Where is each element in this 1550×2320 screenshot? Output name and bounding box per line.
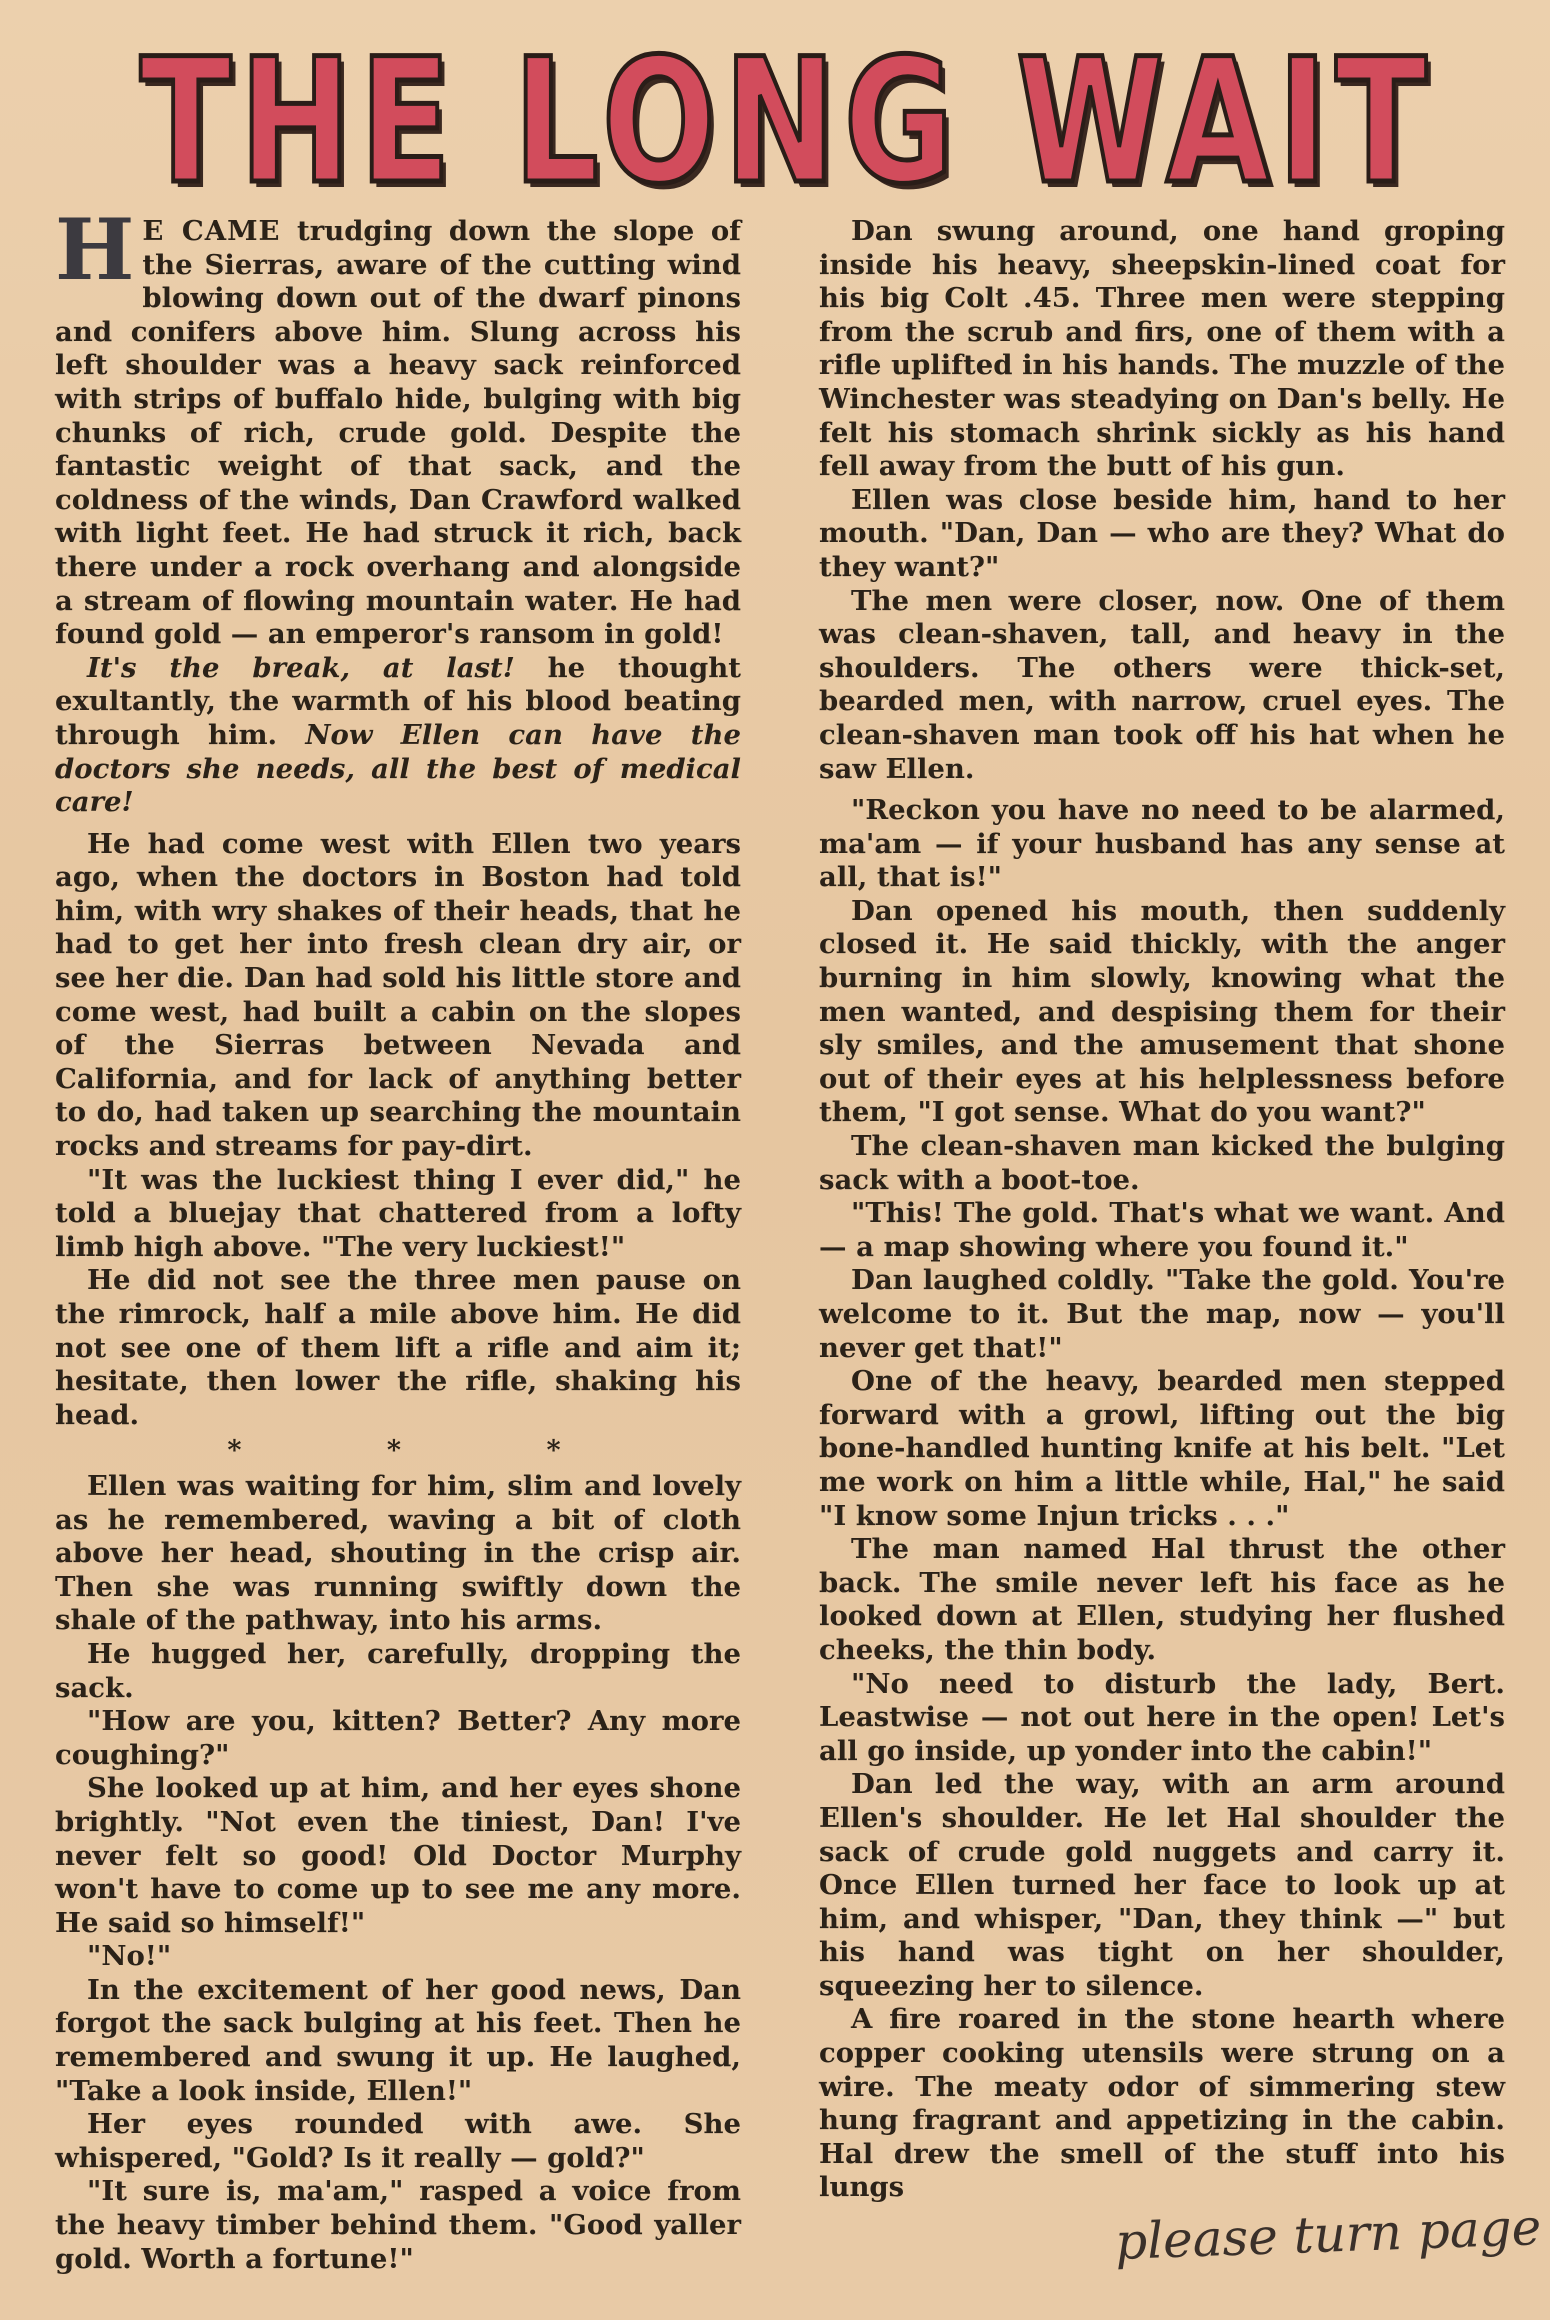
italic-thought: Now Ellen can have the doctors she needs, all the best of medical care! — [55, 718, 741, 819]
paragraph: "It sure is, ma'am," rasped a voice from the heavy timber behind them. "Good yaller gold. Worth a fortune!" — [55, 2175, 741, 2275]
story-title: THE LONG WAIT — [140, 21, 1435, 222]
paragraph: Dan laughed coldly. "Take the gold. You're welcome to it. But the map, now — you'll never get that!" — [819, 1264, 1505, 1364]
left-column — [55, 200, 741, 2276]
paragraph: "This! The gold. That's what we want. And — a map showing where you found it." — [819, 1197, 1505, 1263]
paragraph: The men were closer, now. One of them was clean-shaven, tall, and heavy in the shoulders. The others were thick-set, bearded men, with narrow, cruel eyes. The clean-shaven man took off his hat when he saw Ellen. — [819, 584, 1505, 785]
paragraph: Dan swung around, one hand groping inside his heavy, sheepskin-lined coat for his big Colt .45. Three men were stepping from the scrub and firs, one of them with a rifle uplifted in his hands. The muzzle of the Winchester was steadying on Dan's belly. He felt his stomach shrink sickly as his hand fell away from the butt of his gun. — [819, 215, 1505, 483]
paragraph: "Reckon you have no need to be alarmed, ma'am — if your husband has any sense at all, that is!" — [819, 794, 1505, 894]
paragraph: "No!" — [87, 1940, 172, 1973]
paragraph: The clean-shaven man kicked the bulging sack with a boot-toe. — [819, 1130, 1505, 1196]
right-column — [819, 215, 1505, 2205]
paragraph: He did not see the three men pause on the rimrock, half a mile above him. He did not see one of them lift a rifle and aim it; hesitate, then lower the rifle, shaking his head. — [55, 1264, 741, 1431]
opening-paragraph — [55, 200, 741, 652]
paragraph: Dan led the way, with an arm around Ellen's shoulder. He let Hal shoulder the sack of crude gold nuggets and carry it. Once Ellen turned her face to look up at him, and whisper, "Dan, they think —" but his hand was tight on her shoulder, squeezing her to silence. — [819, 1768, 1505, 2002]
paragraph: Her eyes rounded with awe. She whispered, "Gold? Is it really — gold?" — [55, 2108, 741, 2174]
paragraph: Ellen was close beside him, hand to her mouth. "Dan, Dan — who are they? What do they want?" — [819, 483, 1505, 583]
drop-cap: H — [55, 200, 135, 299]
paragraph: In the excitement of her good news, Dan forgot the sack bulging at his feet. Then he remembered and swung it up. He laughed, "Take a look inside, Ellen!" — [55, 1973, 741, 2107]
paragraph: He had come west with Ellen two years ago, when the doctors in Boston had told him, with wry shakes of their heads, that he had to get her into fresh clean dry air, or see her die. Dan had sold his little store and come west, had built a cabin on the slopes of the Sierras between Nevada and California, and for lack of anything better to do, had taken up searching the mountain rocks and streams for pay-dirt. — [55, 827, 741, 1163]
paragraph: Ellen was waiting for him, slim and lovely as he remembered, waving a bit of cloth above her head, shouting in the crisp air. Then she was running swiftly down the shale of the pathway, into his arms. — [55, 1469, 741, 1637]
scene-break: * * * — [227, 1435, 629, 1467]
paragraph: It's the break, at last! he thought exultantly, the warmth of his blood beating through him. Now Ellen can have the doctors she needs, all the best of medical care! — [55, 651, 741, 819]
paragraph: "No need to disturb the lady, Bert. Leastwise — not out here in the open! Let's all go inside, up yonder into the cabin!" — [819, 1667, 1505, 1767]
opening-text: trudging down the slope of the Sierras, aware of the cutting wind blowing down out of the dwarf pinons and conifers above him. Slung across his left shoulder was a heavy sack reinforced with strips of buffalo hide, bulging with big chunks of rich, crude gold. Despite the fantastic weight of that sack, and the coldness of the winds, Dan Crawford walked with light feet. He had struck it rich, back there under a rock overhang and alongside a stream of flowing mountain water. He had found gold — an emperor's ransom in gold! — [55, 215, 741, 651]
paragraph: A fire roared in the stone hearth where copper cooking utensils were strung on a wire. The meaty odor of simmering stew hung fragrant and appetizing in the cabin. Hal drew the smell of the stuff into his lungs — [819, 2003, 1505, 2204]
opening-lead: E CAME — [142, 215, 281, 247]
paragraph: He hugged her, carefully, dropping the sack. — [55, 1637, 741, 1704]
paragraph: The man named Hal thrust the other back. The smile never left his face as he looked down at Ellen, studying her flushed cheeks, the thin body. — [819, 1533, 1505, 1666]
paragraph: She looked up at him, and her eyes shone brightly. "Not even the tiniest, Dan! I've never felt so good! Old Doctor Murphy won't have to come up to see me any more. He said so himself!" — [55, 1772, 741, 1939]
paragraph: One of the heavy, bearded men stepped forward with a growl, lifting out the big bone-handled hunting knife at his belt. "Let me work on him a little while, Hal," he said "I know some Injun tricks . . ." — [819, 1365, 1505, 1532]
paragraph: "It was the luckiest thing I ever did," he told a bluejay that chattered from a lofty limb high above. "The very luckiest!" — [55, 1163, 741, 1263]
paragraph: Dan opened his mouth, then suddenly closed it. He said thickly, with the anger burning in him slowly, knowing what the men wanted, and despising them for their sly smiles, and the amusement that shone out of their eyes at his helplessness before them, "I got sense. What do you want?" — [819, 894, 1505, 1129]
continued-note: please turn page — [1114, 2198, 1543, 2271]
paragraph: "How are you, kitten? Better? Any more coughing?" — [55, 1705, 741, 1771]
italic-thought: It's the break, at last! — [87, 651, 515, 684]
